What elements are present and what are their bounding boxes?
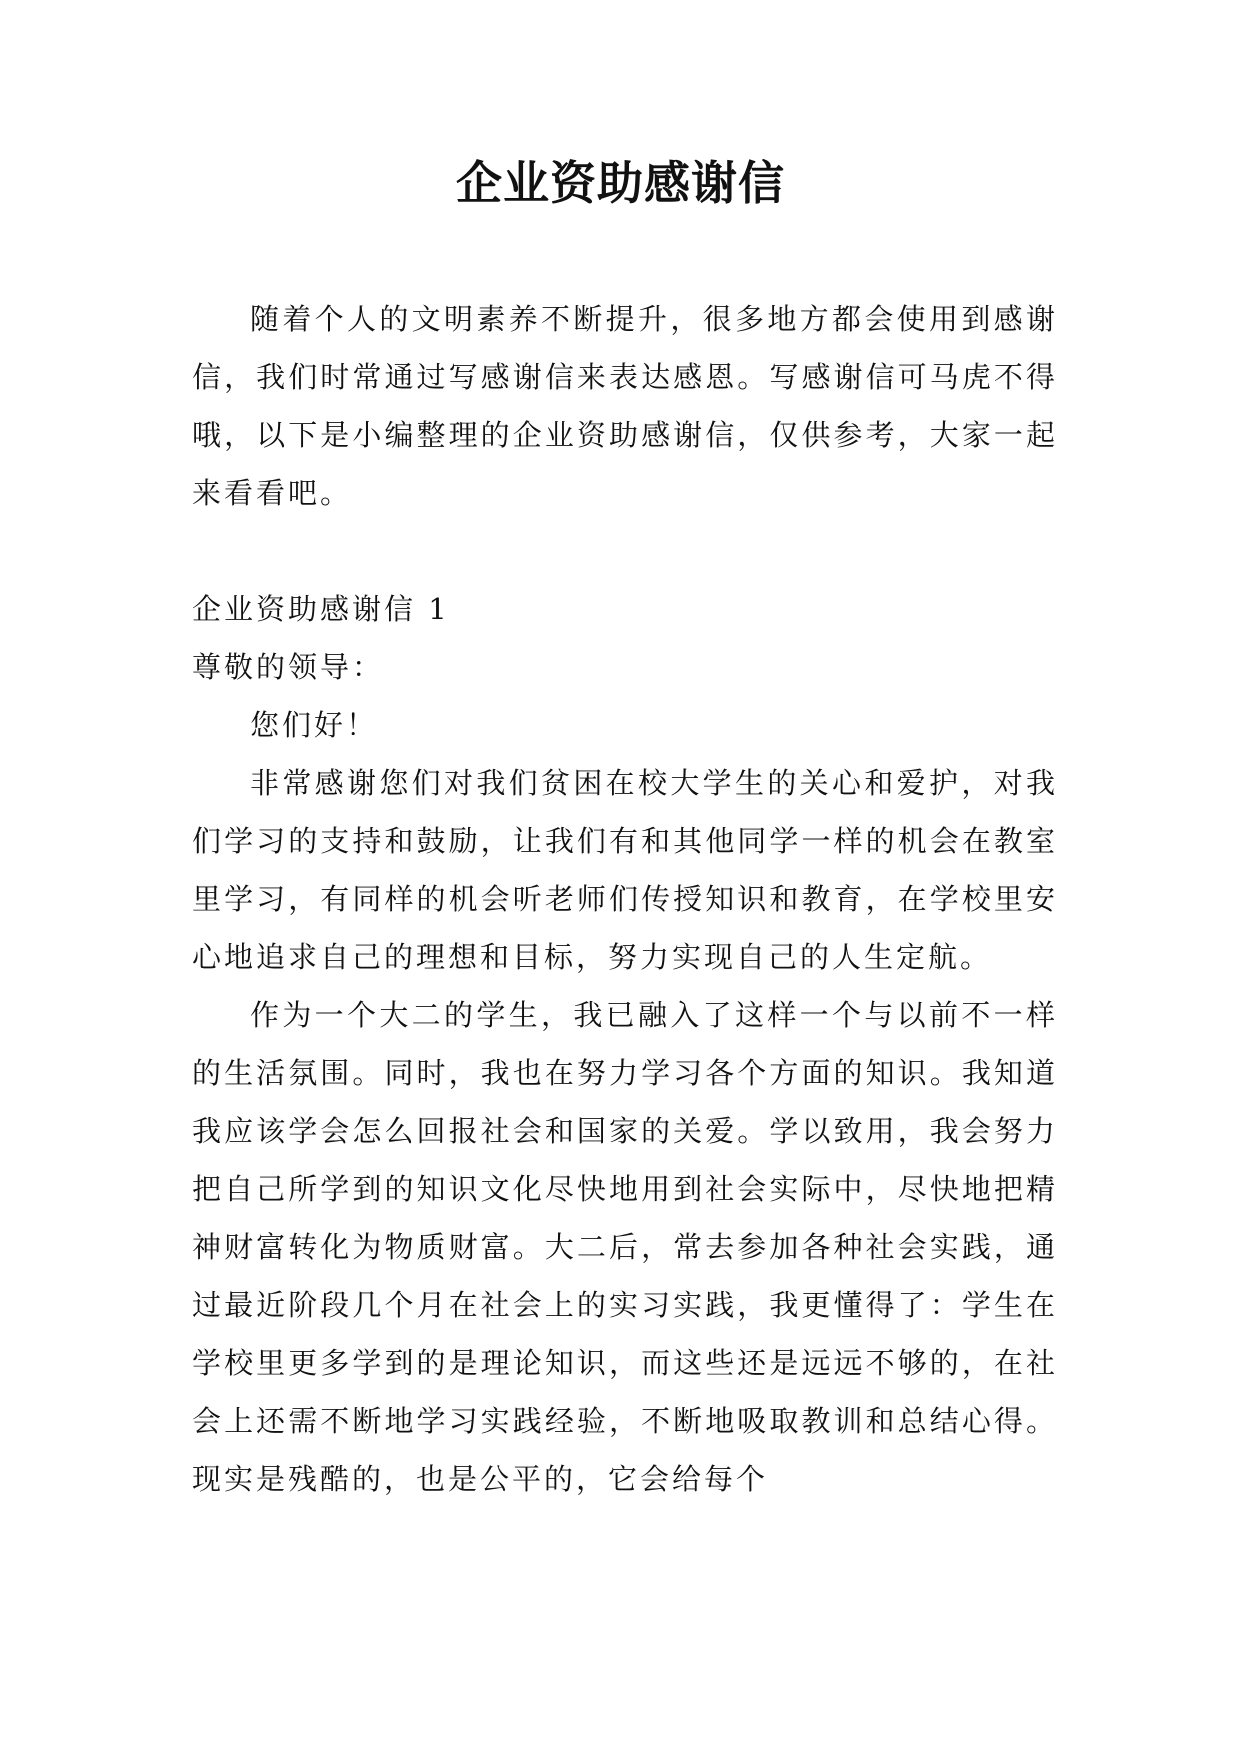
paragraph-gap	[192, 522, 1058, 580]
body-paragraph-2: 作为一个大二的学生，我已融入了这样一个与以前不一样的生活氛围。同时，我也在努力学习各个方面的知识。我知道我应该学会怎么回报社会和国家的关爱。学以致用，我会努力把自己所学到的知识文化尽快地用到社会实际中，尽快地把精神财富转化为物质财富。大二后，常去参加各种社会实践，通过最近阶段几个月在社会上的实习实践，我更懂得了：学生在学校里更多学到的是理论知识，而这些还是远远不够的，在社会上还需不断地学习实践经验，不断地吸取教训和总结心得。现实是残酷的，也是公平的，它会给每个	[192, 998, 1058, 1496]
greeting: 您们好！	[250, 708, 379, 742]
section-heading: 企业资助感谢信 1	[192, 592, 450, 626]
intro-paragraph: 随着个人的文明素养不断提升，很多地方都会使用到感谢信，我们时常通过写感谢信来表达感恩。写感谢信可马虎不得哦，以下是小编整理的企业资助感谢信，仅供参考，大家一起来看看吧。	[192, 302, 1058, 510]
salutation: 尊敬的领导：	[192, 650, 385, 684]
document-body	[192, 290, 1058, 1508]
body-paragraph-1: 非常感谢您们对我们贫困在校大学生的关心和爱护，对我们学习的支持和鼓励，让我们有和其他同学一样的机会在教室里学习，有同样的机会听老师们传授知识和教育，在学校里安心地追求自己的理想和目标，努力实现自己的人生定航。	[192, 766, 1058, 974]
document-title: 企业资助感谢信	[456, 156, 785, 210]
